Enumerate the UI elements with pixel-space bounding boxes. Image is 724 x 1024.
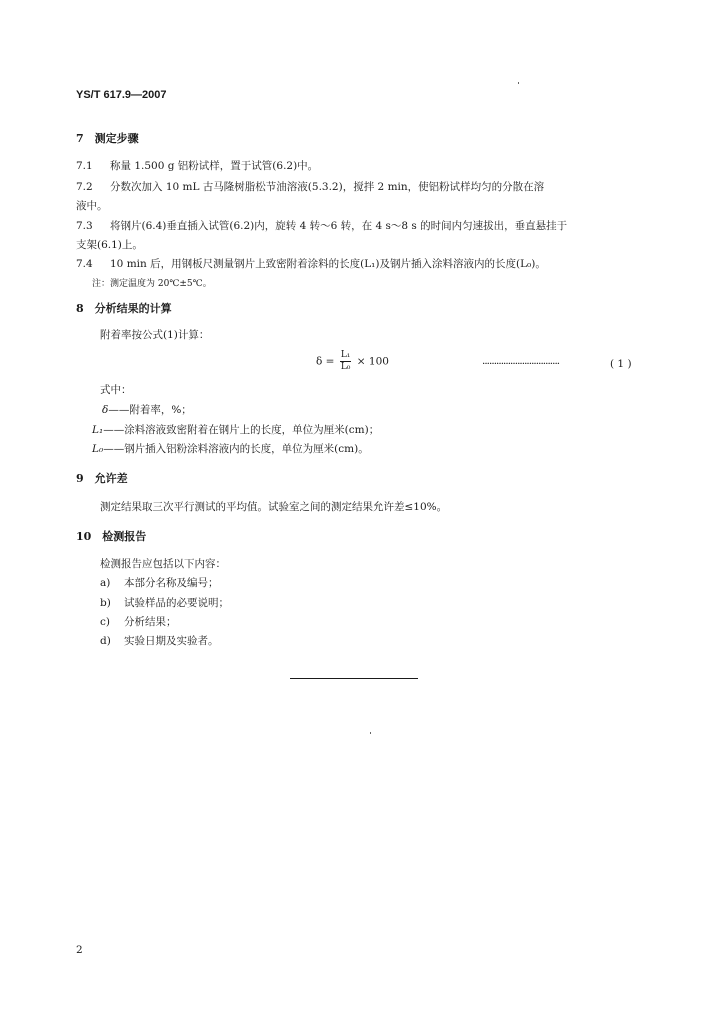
variable-symbol: L₁ xyxy=(92,424,104,436)
list-marker: b) xyxy=(100,597,111,609)
report-item-a xyxy=(100,575,219,590)
variable-symbol: L₀ xyxy=(92,443,104,455)
end-of-document-rule xyxy=(290,678,418,679)
variable-description: ——钢片插入铝粉涂料溶液内的长度，单位为厘米(cm)。 xyxy=(103,443,369,455)
document-code: YS/T 617.9—2007 xyxy=(76,89,167,101)
clause-number: 7.3 xyxy=(76,220,93,232)
list-item-text: 实验日期及实验者。 xyxy=(124,635,219,647)
variable-l1 xyxy=(92,422,379,437)
clause-7-2 xyxy=(76,179,544,194)
list-item-text: 分析结果； xyxy=(124,616,177,628)
section-8-title: 8 分析结果的计算 xyxy=(76,302,172,315)
report-item-c xyxy=(100,614,177,629)
formula-leader-dots: ································· xyxy=(482,358,560,370)
variable-delta xyxy=(102,402,192,417)
clause-7-3-continued: 支架(6.1)上。 xyxy=(76,239,143,251)
clause-text: 分数次加入 10 mL 古马隆树脂松节油溶液(5.3.2)，搅拌 2 min，使铝粉试样均匀的分散在溶 xyxy=(110,181,545,193)
report-intro: 检测报告应包括以下内容： xyxy=(100,558,226,570)
formula-rhs: × 100 xyxy=(356,355,389,368)
clause-7-3 xyxy=(76,218,567,233)
section-7-title: 7 测定步骤 xyxy=(76,132,139,145)
clause-text: 10 min 后，用钢板尺测量钢片上致密附着涂料的长度(L₁)及钢片插入涂料溶液内的长度(L₀)。 xyxy=(110,258,546,270)
clause-7-2-continued: 液中。 xyxy=(76,200,108,212)
report-item-d xyxy=(100,633,219,648)
variables-where: 式中： xyxy=(100,384,132,396)
variable-description: ——涂料溶液致密附着在钢片上的长度，单位为厘米(cm)； xyxy=(103,424,380,436)
formula-numerator: L₁ xyxy=(340,350,351,360)
clause-text: 称量 1.500 g 铝粉试样，置于试管(6.2)中。 xyxy=(110,160,319,172)
section-10-title: 10 检测报告 xyxy=(76,530,147,543)
section-9-title: 9 允许差 xyxy=(76,472,128,485)
clause-number: 7.4 xyxy=(76,258,93,270)
variable-description: ——附着率，%； xyxy=(108,404,192,416)
page-number: 2 xyxy=(76,944,83,956)
variable-symbol: δ xyxy=(102,404,109,416)
list-item-text: 试验样品的必要说明； xyxy=(124,597,229,609)
formula-denominator: L₀ xyxy=(340,362,351,372)
clause-number: 7.2 xyxy=(76,181,93,193)
formula-1 xyxy=(316,350,389,373)
tolerance-text: 测定结果取三次平行测试的平均值。试验室之间的测定结果允许差≤10%。 xyxy=(100,501,448,513)
variable-l0 xyxy=(92,441,369,456)
list-marker: a) xyxy=(100,577,111,589)
scan-speck xyxy=(518,82,519,84)
formula-number: ( 1 ) xyxy=(610,358,632,370)
formula-lhs: δ = xyxy=(316,355,335,368)
clause-text: 将钢片(6.4)垂直插入试管(6.2)内，旋转 4 转～6 转，在 4 s～8 s 的时间内匀速拔出，垂直悬挂于 xyxy=(110,220,568,232)
list-marker: c) xyxy=(100,616,110,628)
list-marker: d) xyxy=(100,635,111,647)
clause-number: 7.1 xyxy=(76,160,93,172)
clause-7-4 xyxy=(76,256,546,271)
clause-7-1 xyxy=(76,158,318,173)
temperature-note: 注：测定温度为 20℃±5℃。 xyxy=(92,279,212,289)
list-item-text: 本部分名称及编号； xyxy=(124,577,219,589)
scan-speck xyxy=(370,732,371,734)
formula-intro: 附着率按公式(1)计算： xyxy=(100,329,210,341)
report-item-b xyxy=(100,595,229,610)
formula-fraction xyxy=(340,350,352,373)
